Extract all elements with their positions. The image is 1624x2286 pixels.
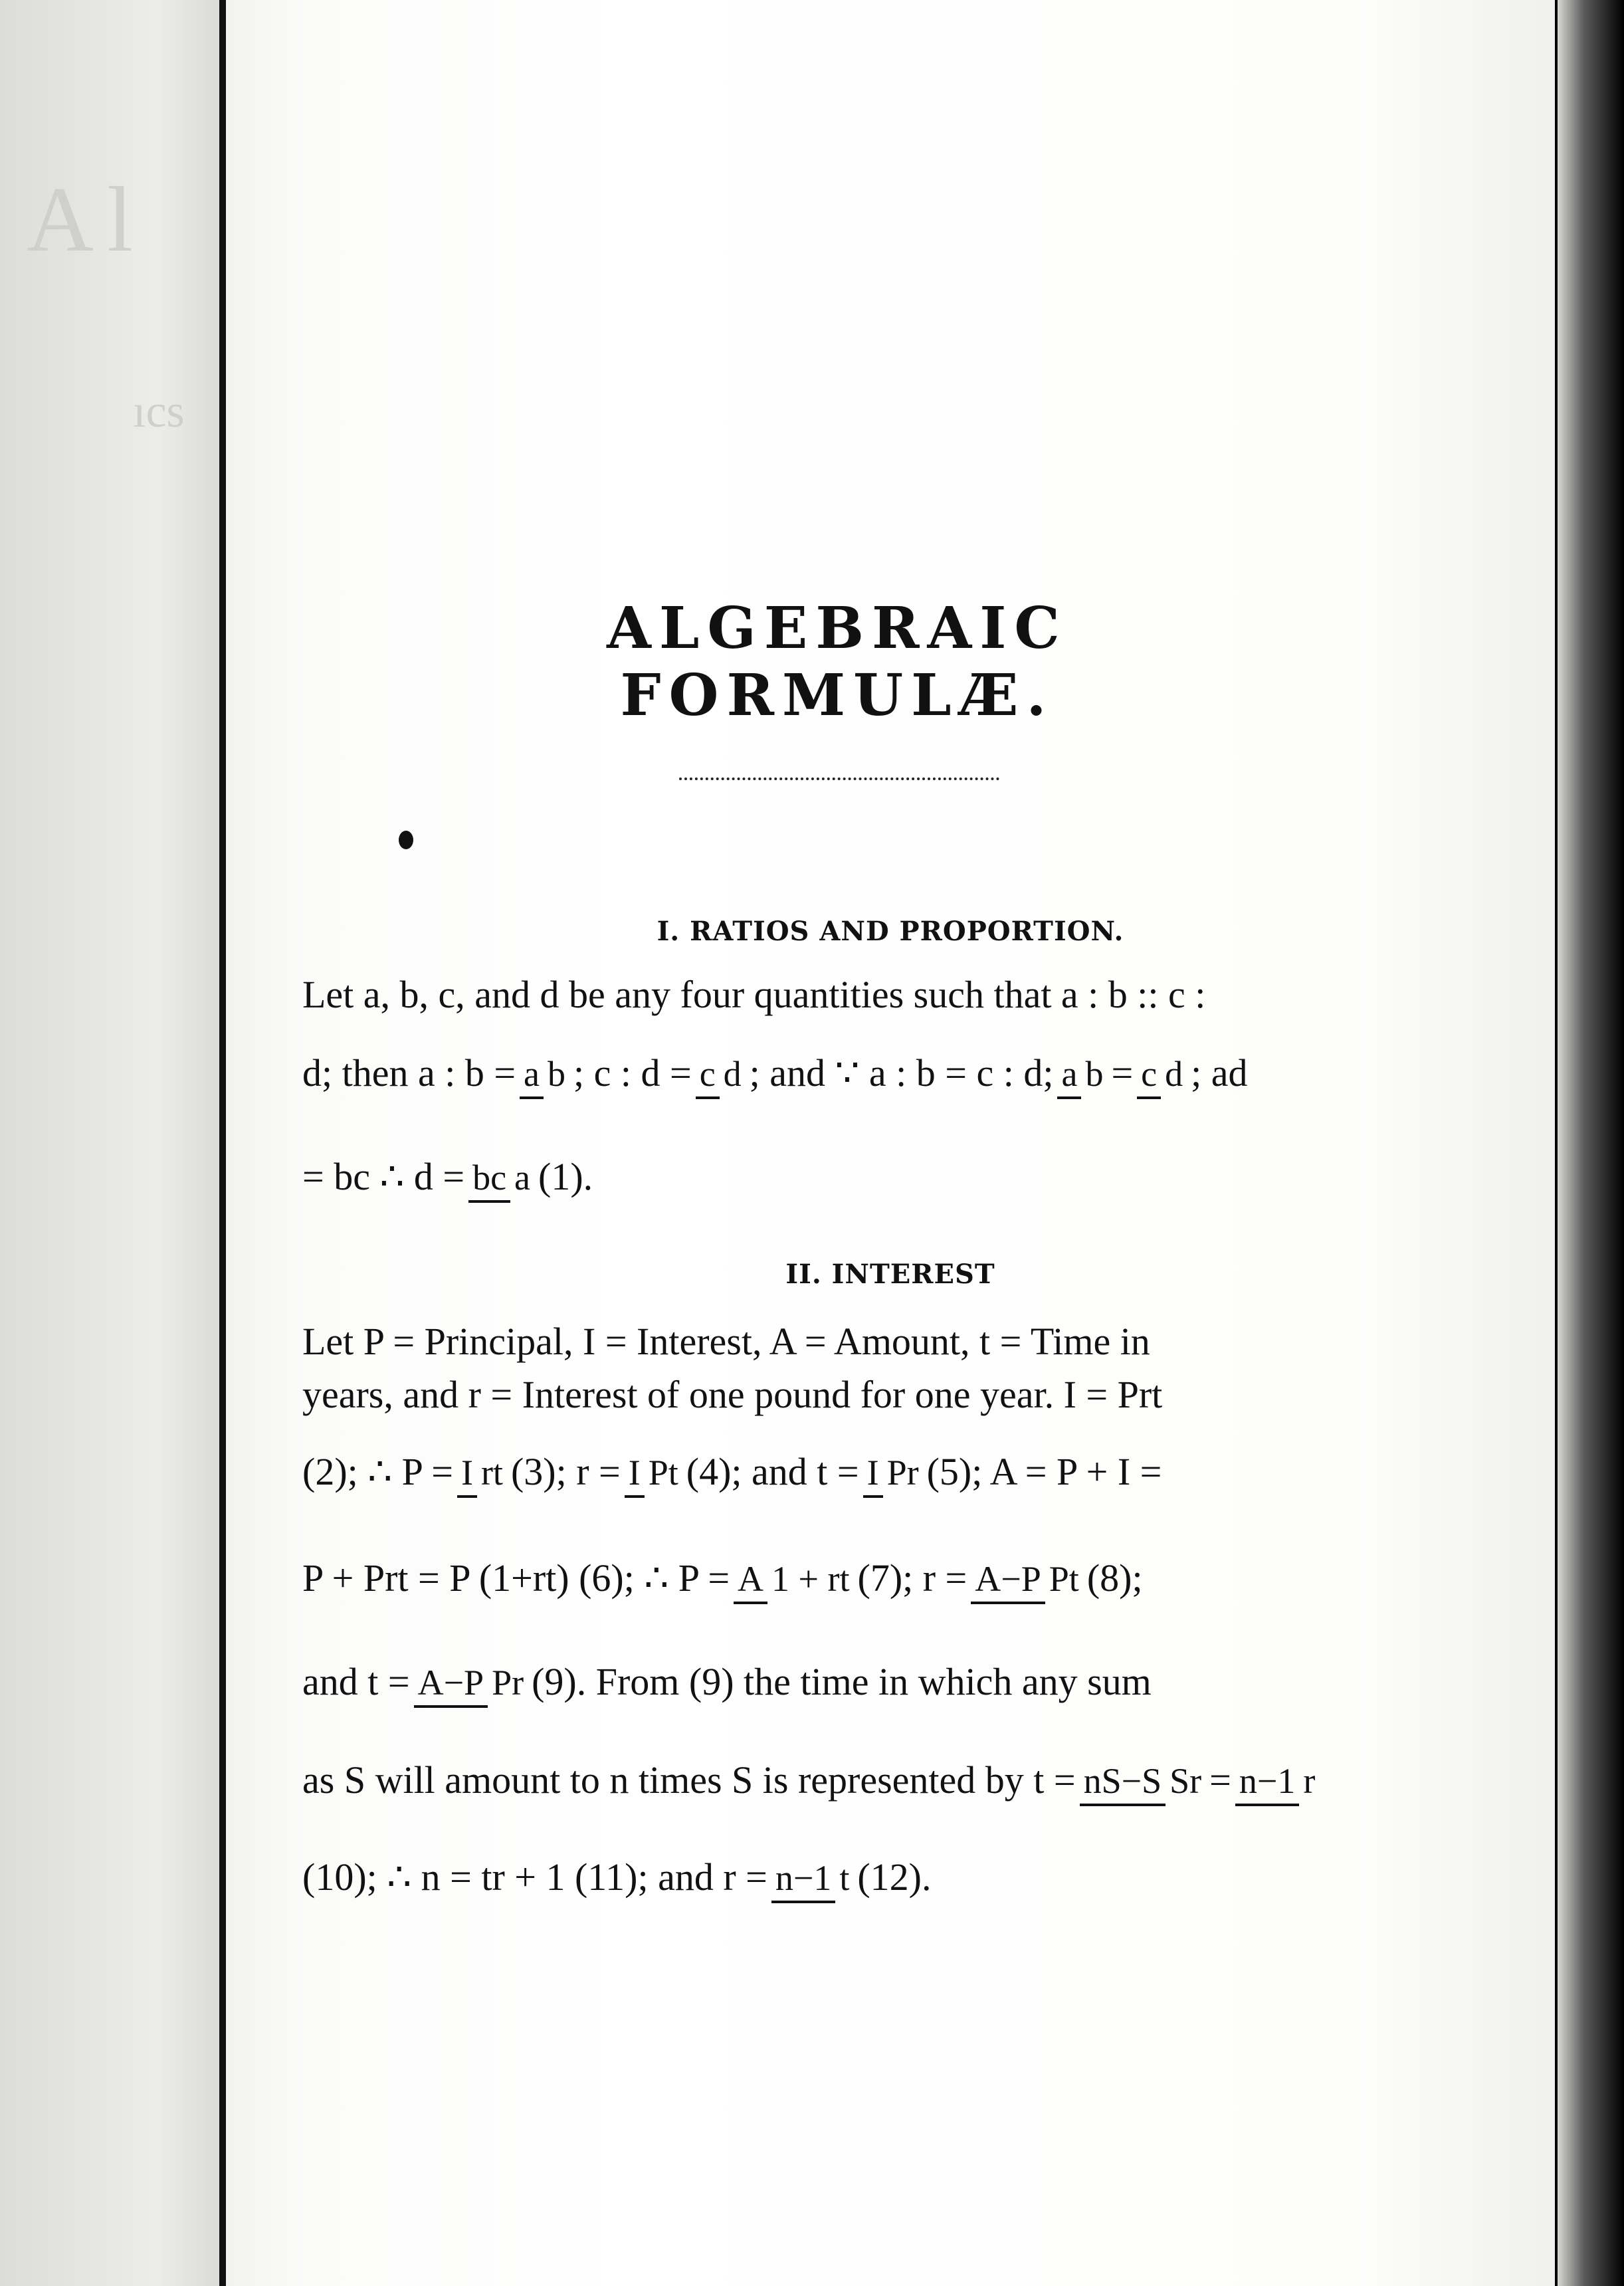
text-run: (1). (538, 1155, 593, 1198)
numerator: c (1137, 1054, 1161, 1099)
text-line-8 (302, 1659, 1379, 1705)
denominator: Pr (492, 1663, 524, 1703)
denominator: a (514, 1158, 531, 1197)
text-run: ; c : d = (573, 1051, 692, 1094)
text-run: Let a, b, c, and d be any four quantities such that a : b :: c : (302, 973, 1206, 1016)
fraction (971, 1559, 1083, 1598)
denominator: d (1165, 1054, 1183, 1094)
denominator: b (1085, 1054, 1104, 1094)
text-run: P + Prt = P (1+rt) (6); ∴ P = (302, 1556, 730, 1600)
text-line-5 (302, 1372, 1379, 1418)
fraction (734, 1559, 853, 1598)
bleed-through-text: ıcs (133, 386, 185, 437)
denominator: d (723, 1054, 742, 1094)
denominator: Pr (886, 1453, 919, 1493)
text-run: ; and ∵ a : b = c : d; (749, 1051, 1054, 1094)
text-run: (7); r = (857, 1556, 967, 1600)
text-run: (2); ∴ P = (302, 1450, 453, 1493)
page-title: ALGEBRAIC FORMULÆ. (607, 595, 1068, 729)
numerator: c (696, 1054, 720, 1099)
book-page (226, 0, 1555, 2286)
text-run: = bc ∴ d = (302, 1155, 465, 1198)
denominator: r (1303, 1761, 1316, 1801)
text-line-1 (302, 972, 1379, 1018)
text-run: (3); r = (510, 1450, 621, 1493)
text-line-3 (302, 1154, 1379, 1200)
numerator: I (863, 1453, 883, 1498)
text-line-6 (302, 1449, 1379, 1495)
denominator: b (548, 1054, 566, 1094)
text-run: Let P = Principal, I = Interest, A = Amount, t = Time in (302, 1320, 1150, 1363)
numerator: n−1 (1235, 1761, 1299, 1806)
numerator: A−P (971, 1559, 1045, 1604)
text-run: (4); and t = (686, 1450, 859, 1493)
page-edge-shadow (1558, 0, 1624, 2286)
denominator: t (839, 1858, 850, 1898)
text-run: (10); ∴ n = tr + 1 (11); and r = (302, 1855, 767, 1899)
bleed-through-text: Al (27, 168, 146, 271)
text-run: d; then a : b = (302, 1051, 516, 1094)
section-heading-interest: II. INTEREST (785, 1259, 995, 1290)
text-run: (8); (1086, 1556, 1143, 1600)
numerator: nS−S (1080, 1761, 1166, 1806)
text-line-7 (302, 1555, 1379, 1602)
text-run: ; ad (1191, 1051, 1248, 1094)
denominator: Pt (1049, 1559, 1079, 1599)
fraction (457, 1453, 507, 1491)
text-run: and t = (302, 1660, 410, 1703)
numerator: I (625, 1453, 645, 1498)
text-run: = (1209, 1758, 1231, 1802)
denominator: Pt (648, 1453, 678, 1493)
ink-speck (399, 831, 413, 849)
fraction (520, 1054, 569, 1092)
fraction (863, 1453, 923, 1491)
text-run: (12). (857, 1855, 932, 1899)
denominator: Sr (1169, 1761, 1202, 1801)
numerator: a (1057, 1054, 1081, 1099)
section-heading-ratios: I. RATIOS AND PROPORTION. (657, 916, 1124, 947)
text-run: years, and r = Interest of one pound for one year. I = Prt (302, 1373, 1163, 1416)
denominator: 1 + rt (771, 1559, 850, 1599)
fraction (1057, 1054, 1107, 1092)
text-line-10 (302, 1854, 1379, 1901)
text-run: = (1111, 1051, 1134, 1094)
fraction (771, 1858, 853, 1897)
numerator: A−P (414, 1663, 488, 1708)
fraction (1080, 1761, 1206, 1800)
fraction (1137, 1054, 1187, 1092)
fraction (1235, 1761, 1319, 1800)
text-line-2 (302, 1050, 1379, 1096)
text-line-4 (302, 1318, 1379, 1365)
text-run: (5); A = P + I = (926, 1450, 1162, 1493)
numerator: I (457, 1453, 477, 1498)
numerator: a (520, 1054, 544, 1099)
denominator: rt (480, 1453, 503, 1493)
fraction (414, 1663, 528, 1701)
numerator: bc (468, 1158, 510, 1203)
facing-page-edge (0, 0, 226, 2286)
fraction (696, 1054, 746, 1092)
numerator: A (734, 1559, 767, 1604)
text-line-9 (302, 1757, 1379, 1804)
title-rule (679, 778, 999, 780)
fraction (625, 1453, 682, 1491)
text-run: (9). From (9) the time in which any sum (532, 1660, 1152, 1703)
text-run: as S will amount to n times S is represented by t = (302, 1758, 1076, 1802)
numerator: n−1 (771, 1858, 835, 1903)
fraction (468, 1158, 534, 1196)
